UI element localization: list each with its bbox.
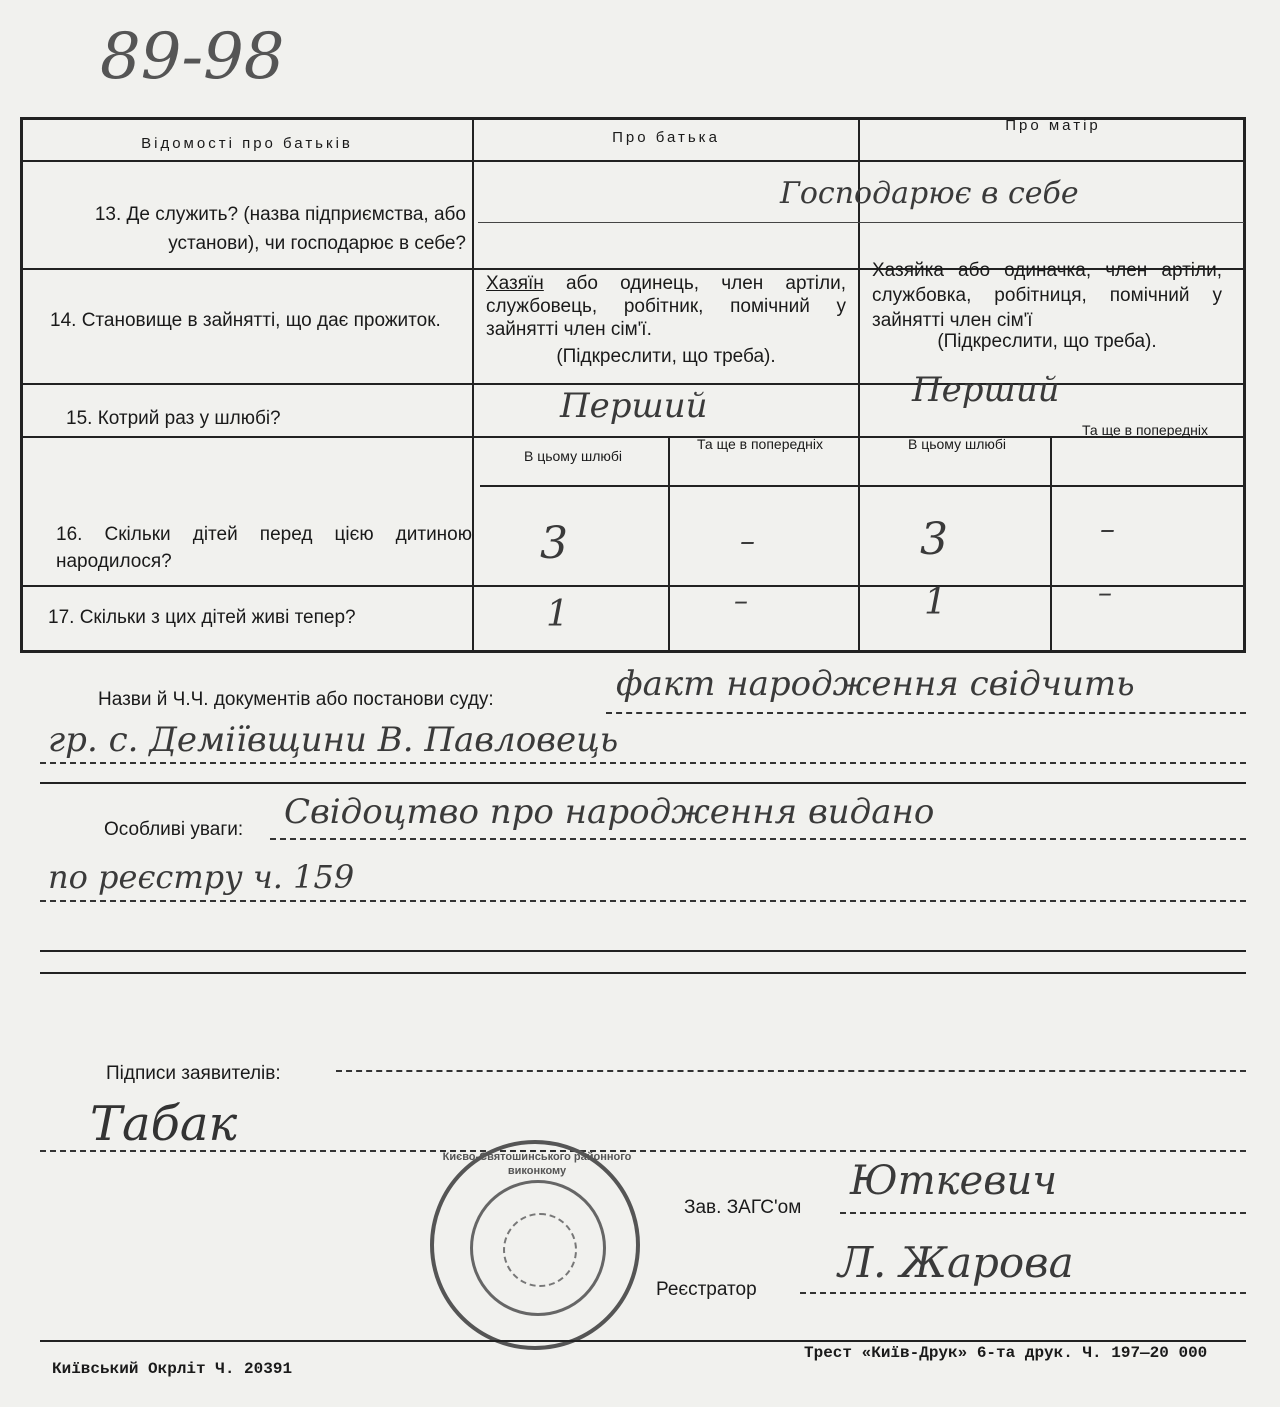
- archive-number: 89-98: [100, 20, 285, 94]
- row-17-father-prev: –: [734, 584, 748, 617]
- footer-printer-left: Київський Окрліт Ч. 20391: [52, 1360, 293, 1378]
- subheader-mother-this: В цьому шлюбі: [907, 436, 1007, 452]
- subheader-mother-prev: Та ще в попередніх: [1082, 422, 1208, 438]
- applicants-signature-line: [336, 1070, 1246, 1072]
- table-rule: [668, 436, 670, 653]
- documents-entry-line: [606, 712, 1246, 714]
- head-label: Зав. ЗАГС'ом: [684, 1197, 802, 1218]
- applicants-signature-line: [40, 1150, 1246, 1152]
- row-17-mother-prev: –: [1098, 576, 1112, 609]
- row-14-mother-options: Хазяйка або одиначка, член артіли, службовка, робітниця, помічний у зайнятті член сім'ї: [872, 260, 1222, 331]
- row-16-father-prev: –: [740, 524, 755, 559]
- official-stamp: [430, 1140, 640, 1350]
- footer-rule: [40, 1340, 1246, 1342]
- row-16-mother-this: 3: [920, 514, 948, 565]
- header-parents-info: Відомості про батьків: [141, 135, 353, 152]
- row-14-father-options-text: або одинець, член артіли, службовець, робітник, помічний у зайнятті член сім'ї.: [486, 273, 847, 340]
- section-rule: [40, 950, 1246, 952]
- documents-label: Назви й Ч.Ч. документів або постанови суду:: [98, 689, 494, 710]
- stamp-inner-ring: [470, 1180, 606, 1316]
- stamp-emblem: [503, 1213, 577, 1287]
- row-13-entry-line: [478, 222, 1244, 223]
- row-14-father-note: (Підкреслити, що треба).: [556, 346, 776, 367]
- table-rule: [20, 436, 1246, 438]
- registrar-signature: Л. Жарова: [838, 1238, 1074, 1287]
- header-mother: Про матір: [1005, 117, 1101, 134]
- row-15-father-answer: Перший: [560, 386, 708, 426]
- remarks-label: Особливі уваги:: [104, 819, 244, 840]
- row-13-answer: Господарює в себе: [780, 176, 1079, 211]
- row-15-label: 15. Котрий раз у шлюбі?: [66, 408, 281, 429]
- row-17-father-this: 1: [546, 594, 569, 635]
- registrar-label: Реєстратор: [656, 1279, 757, 1300]
- documents-line-2: гр. с. Деміївщини В. Павловець: [48, 720, 619, 760]
- remarks-line-2: по реєстру ч. 159: [48, 858, 355, 896]
- row-14-label: 14. Становище в зайнятті, що дає прожиток.: [50, 310, 441, 331]
- section-rule: [40, 972, 1246, 974]
- stamp-text: Києво-Святошинського районного виконкому: [442, 1151, 632, 1177]
- header-father: Про батька: [612, 129, 720, 146]
- footer-printer-right: Трест «Київ-Друк» 6-та друк. Ч. 197—20 000: [804, 1344, 1208, 1362]
- documents-line-1: факт народження свідчить: [616, 664, 1135, 704]
- subheader-father-prev: Та ще в попередніх: [697, 436, 823, 452]
- table-rule: [20, 160, 1246, 162]
- row-14-father-options: [486, 272, 846, 341]
- row-14-mother-note: (Підкреслити, що треба).: [937, 331, 1157, 352]
- table-rule: [1050, 436, 1052, 653]
- row-17-mother-this: 1: [924, 582, 947, 623]
- section-rule: [40, 782, 1246, 784]
- table-rule: [20, 585, 1246, 587]
- documents-entry-line: [40, 762, 1246, 764]
- applicant-signature: Табак: [90, 1096, 238, 1152]
- row-15-mother-answer: Перший: [912, 370, 1060, 410]
- remarks-entry-line: [270, 838, 1246, 840]
- applicants-label: Підписи заявителів:: [106, 1063, 281, 1084]
- remarks-line-1: Свідоцтво про народження видано: [284, 792, 935, 832]
- row-16-father-this: 3: [540, 518, 568, 569]
- row-14-father-underlined: Хазяїн: [486, 273, 544, 294]
- row-16-label: 16. Скільки дітей перед цією дитиною народилося?: [56, 524, 472, 572]
- row-16-mother-prev: –: [1100, 512, 1115, 547]
- table-rule: [480, 485, 1246, 487]
- subheader-father-this: В цьому шлюбі: [523, 448, 623, 464]
- remarks-entry-line: [40, 900, 1246, 902]
- row-13-label: 13. Де служить? (назва підприємства, або установи), чи господарює в себе?: [94, 204, 466, 254]
- head-signature: Юткевич: [850, 1158, 1058, 1204]
- table-rule: [20, 383, 1246, 385]
- head-signature-line: [840, 1212, 1246, 1214]
- registrar-signature-line: [800, 1292, 1246, 1294]
- row-17-label: 17. Скільки з цих дітей живі тепер?: [48, 607, 356, 628]
- table-rule: [472, 117, 474, 653]
